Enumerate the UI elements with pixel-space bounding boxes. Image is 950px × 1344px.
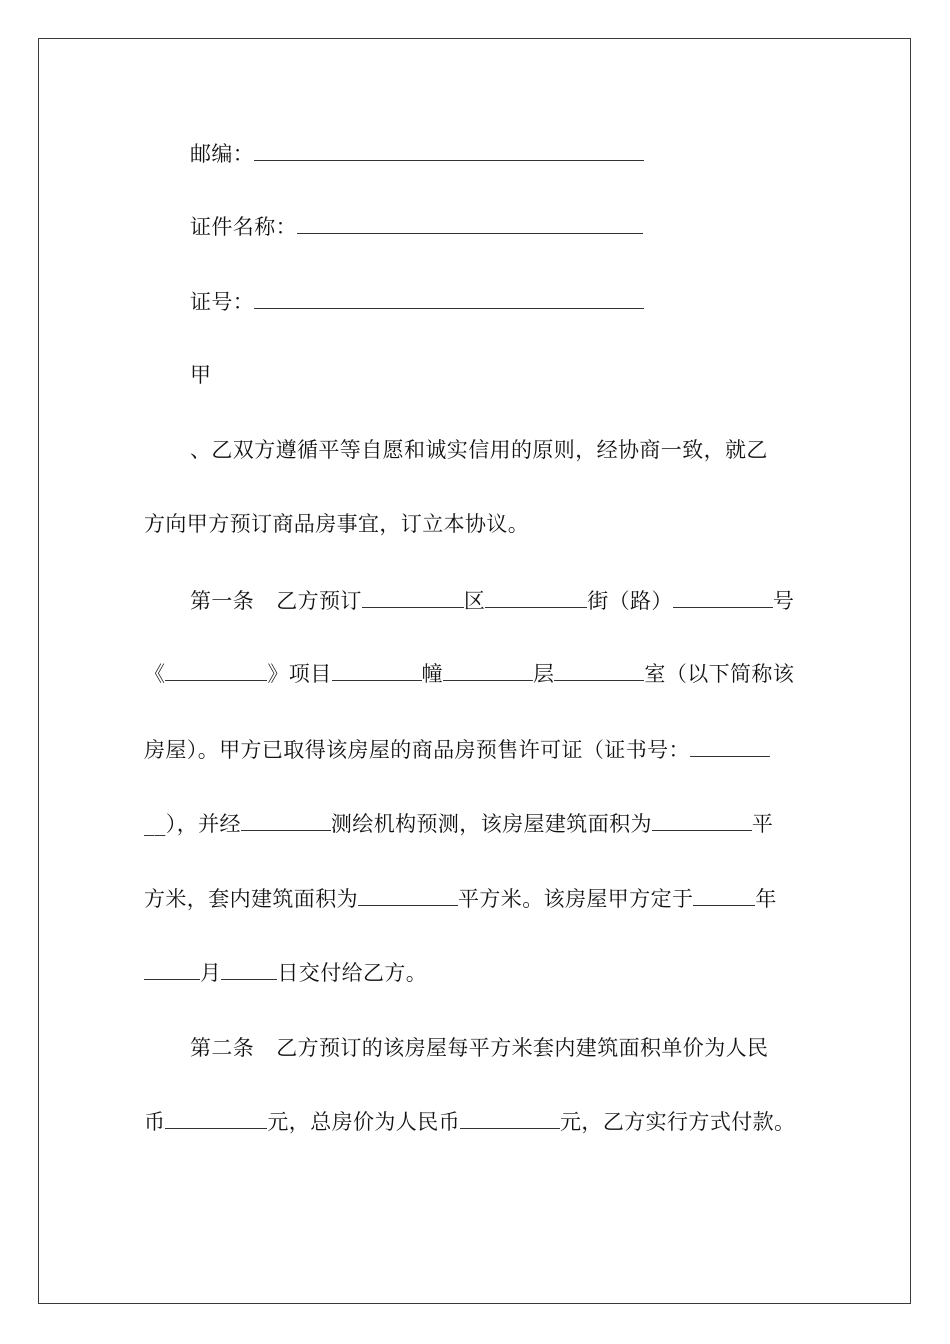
- postcode-label: 邮编：: [190, 142, 255, 166]
- article-1-text: 幢: [421, 662, 444, 686]
- postcode-field: [190, 140, 644, 167]
- article-2-line-1: [190, 1035, 768, 1061]
- party-a-char: 甲: [190, 363, 212, 387]
- building-blank[interactable]: [332, 660, 422, 681]
- article-1-text: 《: [144, 662, 166, 686]
- intro-line-1: 、乙双方遵循平等自愿和诚实信用的原则，经协商一致，就乙: [190, 438, 768, 462]
- article-1-text: 街（路）: [587, 589, 673, 613]
- article-2-text: 币: [144, 1110, 166, 1134]
- article-1-text: 区: [463, 589, 486, 613]
- article-1-text: 房屋）。甲方已取得该房屋的商品房预售许可证（证书号：: [144, 738, 690, 762]
- article-1-text: __），并经: [144, 812, 241, 836]
- article-1-text: 平方米。该房屋甲方定于: [458, 887, 694, 911]
- number-blank[interactable]: [673, 587, 773, 608]
- article-2-text: 元，总房价为人民币: [267, 1110, 461, 1134]
- id-number-field: [190, 288, 644, 315]
- total-price-blank[interactable]: [460, 1108, 560, 1129]
- delivery-day-blank[interactable]: [221, 959, 277, 980]
- article-1-line-1: [190, 587, 794, 614]
- id-type-label: 证件名称：: [190, 215, 297, 239]
- article-2-line-2: [144, 1108, 795, 1135]
- article-2-text: 乙方预订的该房屋每平方米套内建筑面积单价为人民: [276, 1036, 769, 1060]
- article-1-text: 乙方预订: [276, 589, 362, 613]
- inner-area-blank[interactable]: [358, 885, 458, 906]
- article-1-line-3: [144, 736, 770, 763]
- floor-blank[interactable]: [443, 660, 533, 681]
- article-1-text: 测绘机构预测，该房屋建筑面积为: [330, 812, 652, 836]
- permit-number-blank[interactable]: [690, 736, 770, 757]
- article-1-text: 月: [200, 961, 222, 985]
- article-1-line-2: [144, 660, 794, 687]
- room-blank[interactable]: [554, 660, 644, 681]
- id-type-field: [190, 213, 643, 240]
- article-1-text: 层: [533, 662, 555, 686]
- article-1-line-5: [144, 885, 777, 912]
- unit-price-blank[interactable]: [165, 1108, 267, 1129]
- delivery-month-blank[interactable]: [144, 959, 200, 980]
- id-type-blank[interactable]: [297, 213, 643, 234]
- delivery-year-blank[interactable]: [693, 885, 755, 906]
- id-number-blank[interactable]: [254, 288, 644, 309]
- article-2-title: 第二条: [190, 1036, 255, 1060]
- article-1-text: 》项目: [267, 662, 332, 686]
- survey-agency-blank[interactable]: [241, 810, 331, 831]
- article-1-text: 室（以下简称该: [644, 662, 795, 686]
- article-1-line-4: [144, 810, 773, 837]
- postcode-blank[interactable]: [254, 140, 644, 161]
- intro-line-2: 方向甲方预订商品房事宜，订立本协议。: [144, 512, 530, 536]
- article-1-title: 第一条: [190, 589, 255, 613]
- article-1-text: 号: [772, 589, 795, 613]
- article-1-text: 平: [751, 812, 774, 836]
- id-number-label: 证号：: [190, 290, 255, 314]
- article-1-text: 年: [755, 887, 777, 911]
- article-1-text: 方米，套内建筑面积为: [144, 887, 358, 911]
- article-1-line-6: [144, 959, 427, 986]
- building-area-blank[interactable]: [652, 810, 752, 831]
- street-blank[interactable]: [485, 587, 587, 608]
- project-blank[interactable]: [165, 660, 267, 681]
- district-blank[interactable]: [362, 587, 464, 608]
- article-1-text: 日交付给乙方。: [277, 961, 428, 985]
- article-2-text: 元，乙方实行方式付款。: [560, 1110, 796, 1134]
